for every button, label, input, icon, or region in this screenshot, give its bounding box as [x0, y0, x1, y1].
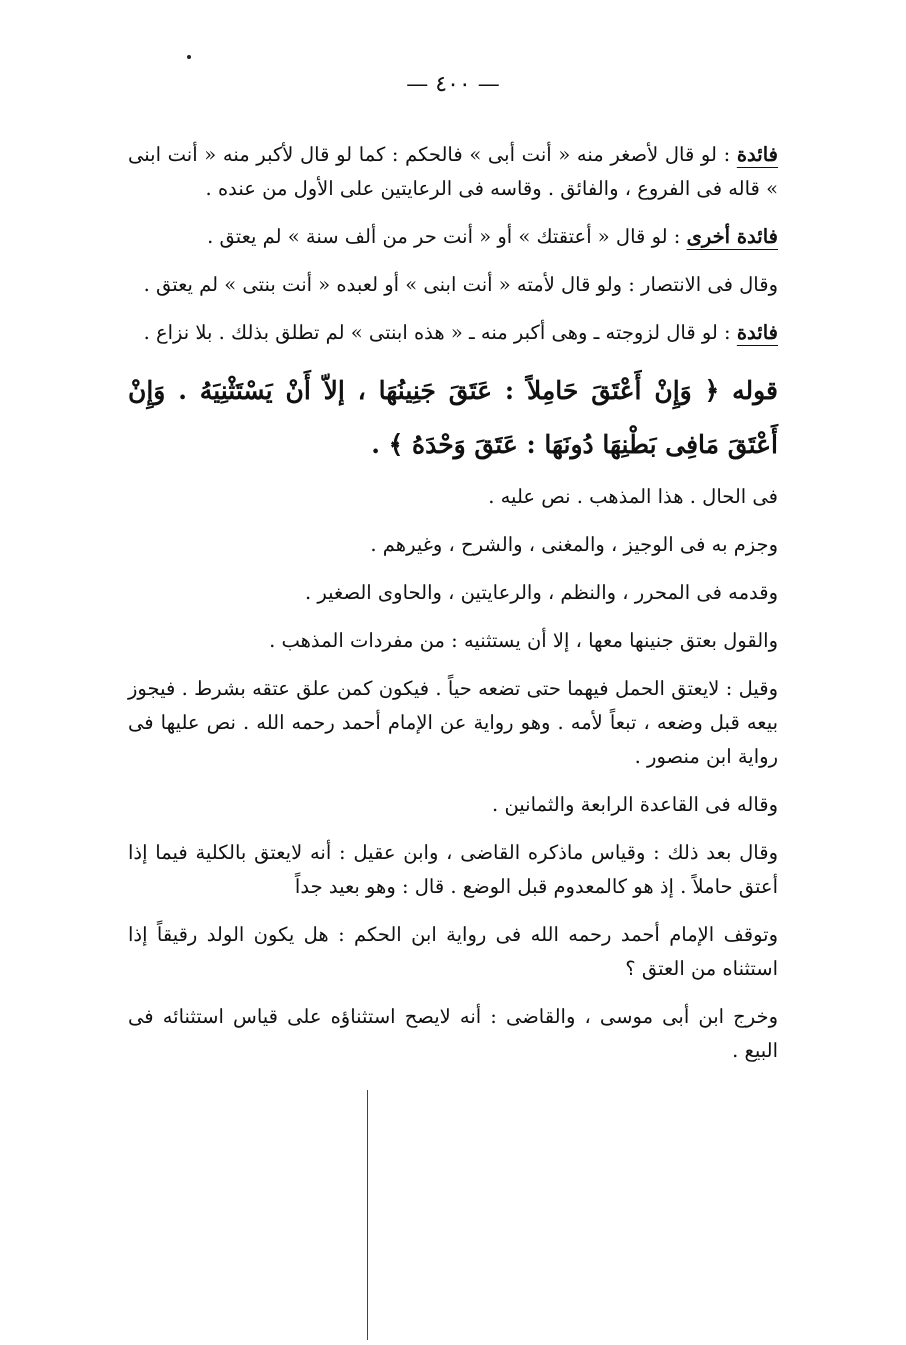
body-paragraph-5: وقيل : لايعتق الحمل فيهما حتى تضعه حياً . فيكون كمن علق عتقه بشرط . فيجوز بيعه قبل وضعه ، تبعاً لأمه . وهو رواية عن الإمام أحمد رحمه الله . نص عليها فى رواية ابن منصور .: [128, 677, 778, 768]
note-text: : لو قال لزوجته ـ وهى أكبر منه ـ « هذه ابنتى » لم تطلق بذلك . بلا نزاع .: [143, 321, 731, 344]
stray-dot: [187, 55, 191, 59]
body-paragraph-6: وقاله فى القاعدة الرابعة والثمانين .: [492, 793, 778, 816]
note-label: فائدة: [736, 143, 778, 166]
note-paragraph-1: [128, 138, 778, 206]
body-paragraph-4: والقول بعتق جنينها معها ، إلا أن يستثنيه : من مفردات المذهب .: [269, 629, 778, 652]
page-body: [128, 138, 778, 1082]
scan-fold-line: [367, 1090, 368, 1340]
note-paragraph-2: [128, 220, 778, 254]
body-paragraph-7: وقال بعد ذلك : وقياس ماذكره القاضى ، وابن عقيل : أنه لايعتق بالكلية فيما إذا أعتق حاملاً . إذ هو كالمعدوم قبل الوضع . قال : وهو بعيد جداً: [128, 841, 778, 898]
note-paragraph-4: [128, 316, 778, 350]
note-text: وقال فى الانتصار : ولو قال لأمته « أنت ابنى » أو لعبده « أنت بنتى » لم يعتق .: [143, 273, 778, 296]
note-label: فائدة أخرى: [686, 225, 778, 248]
body-paragraph-9: وخرج ابن أبى موسى ، والقاضى : أنه لايصح استثناؤه على قياس استثنائه فى البيع .: [128, 1005, 778, 1062]
body-paragraph-1: فى الحال . هذا المذهب . نص عليه .: [488, 485, 778, 508]
quoted-statement: قوله ﴿ وَإِنْ أَعْتَقَ حَامِلاً : عَتَقَ جَنِينُهَا ، إلاّ أَنْ يَسْتَثْنِيَهُ . وَإِنْ أَعْتَقَ مَافِى بَطْنِهَا دُونَهَا : عَتَقَ وَحْدَهُ ﴾ .: [128, 376, 778, 459]
note-text: : لو قال لأصغر منه « أنت أبى » فالحكم : كما لو قال لأكبر منه « أنت ابنى » قاله فى الفروع ، والفائق . وقاسه فى الرعايتين على الأول من عنده .: [128, 143, 778, 200]
body-paragraph-8: وتوقف الإمام أحمد رحمه الله فى رواية ابن الحكم : هل يكون الولد رقيقاً إذا استثناه من العتق ؟: [128, 923, 778, 980]
note-text: : لو قال « أعتقتك » أو « أنت حر من ألف سنة » لم يعتق .: [207, 225, 681, 248]
body-paragraph-2: وجزم به فى الوجيز ، والمغنى ، والشرح ، وغيرهم .: [370, 533, 778, 556]
note-label: فائدة: [736, 321, 778, 344]
note-paragraph-3: [128, 268, 778, 302]
body-paragraph-3: وقدمه فى المحرر ، والنظم ، والرعايتين ، والحاوى الصغير .: [305, 581, 778, 604]
page-number: — ٤٠٠ —: [406, 72, 500, 97]
